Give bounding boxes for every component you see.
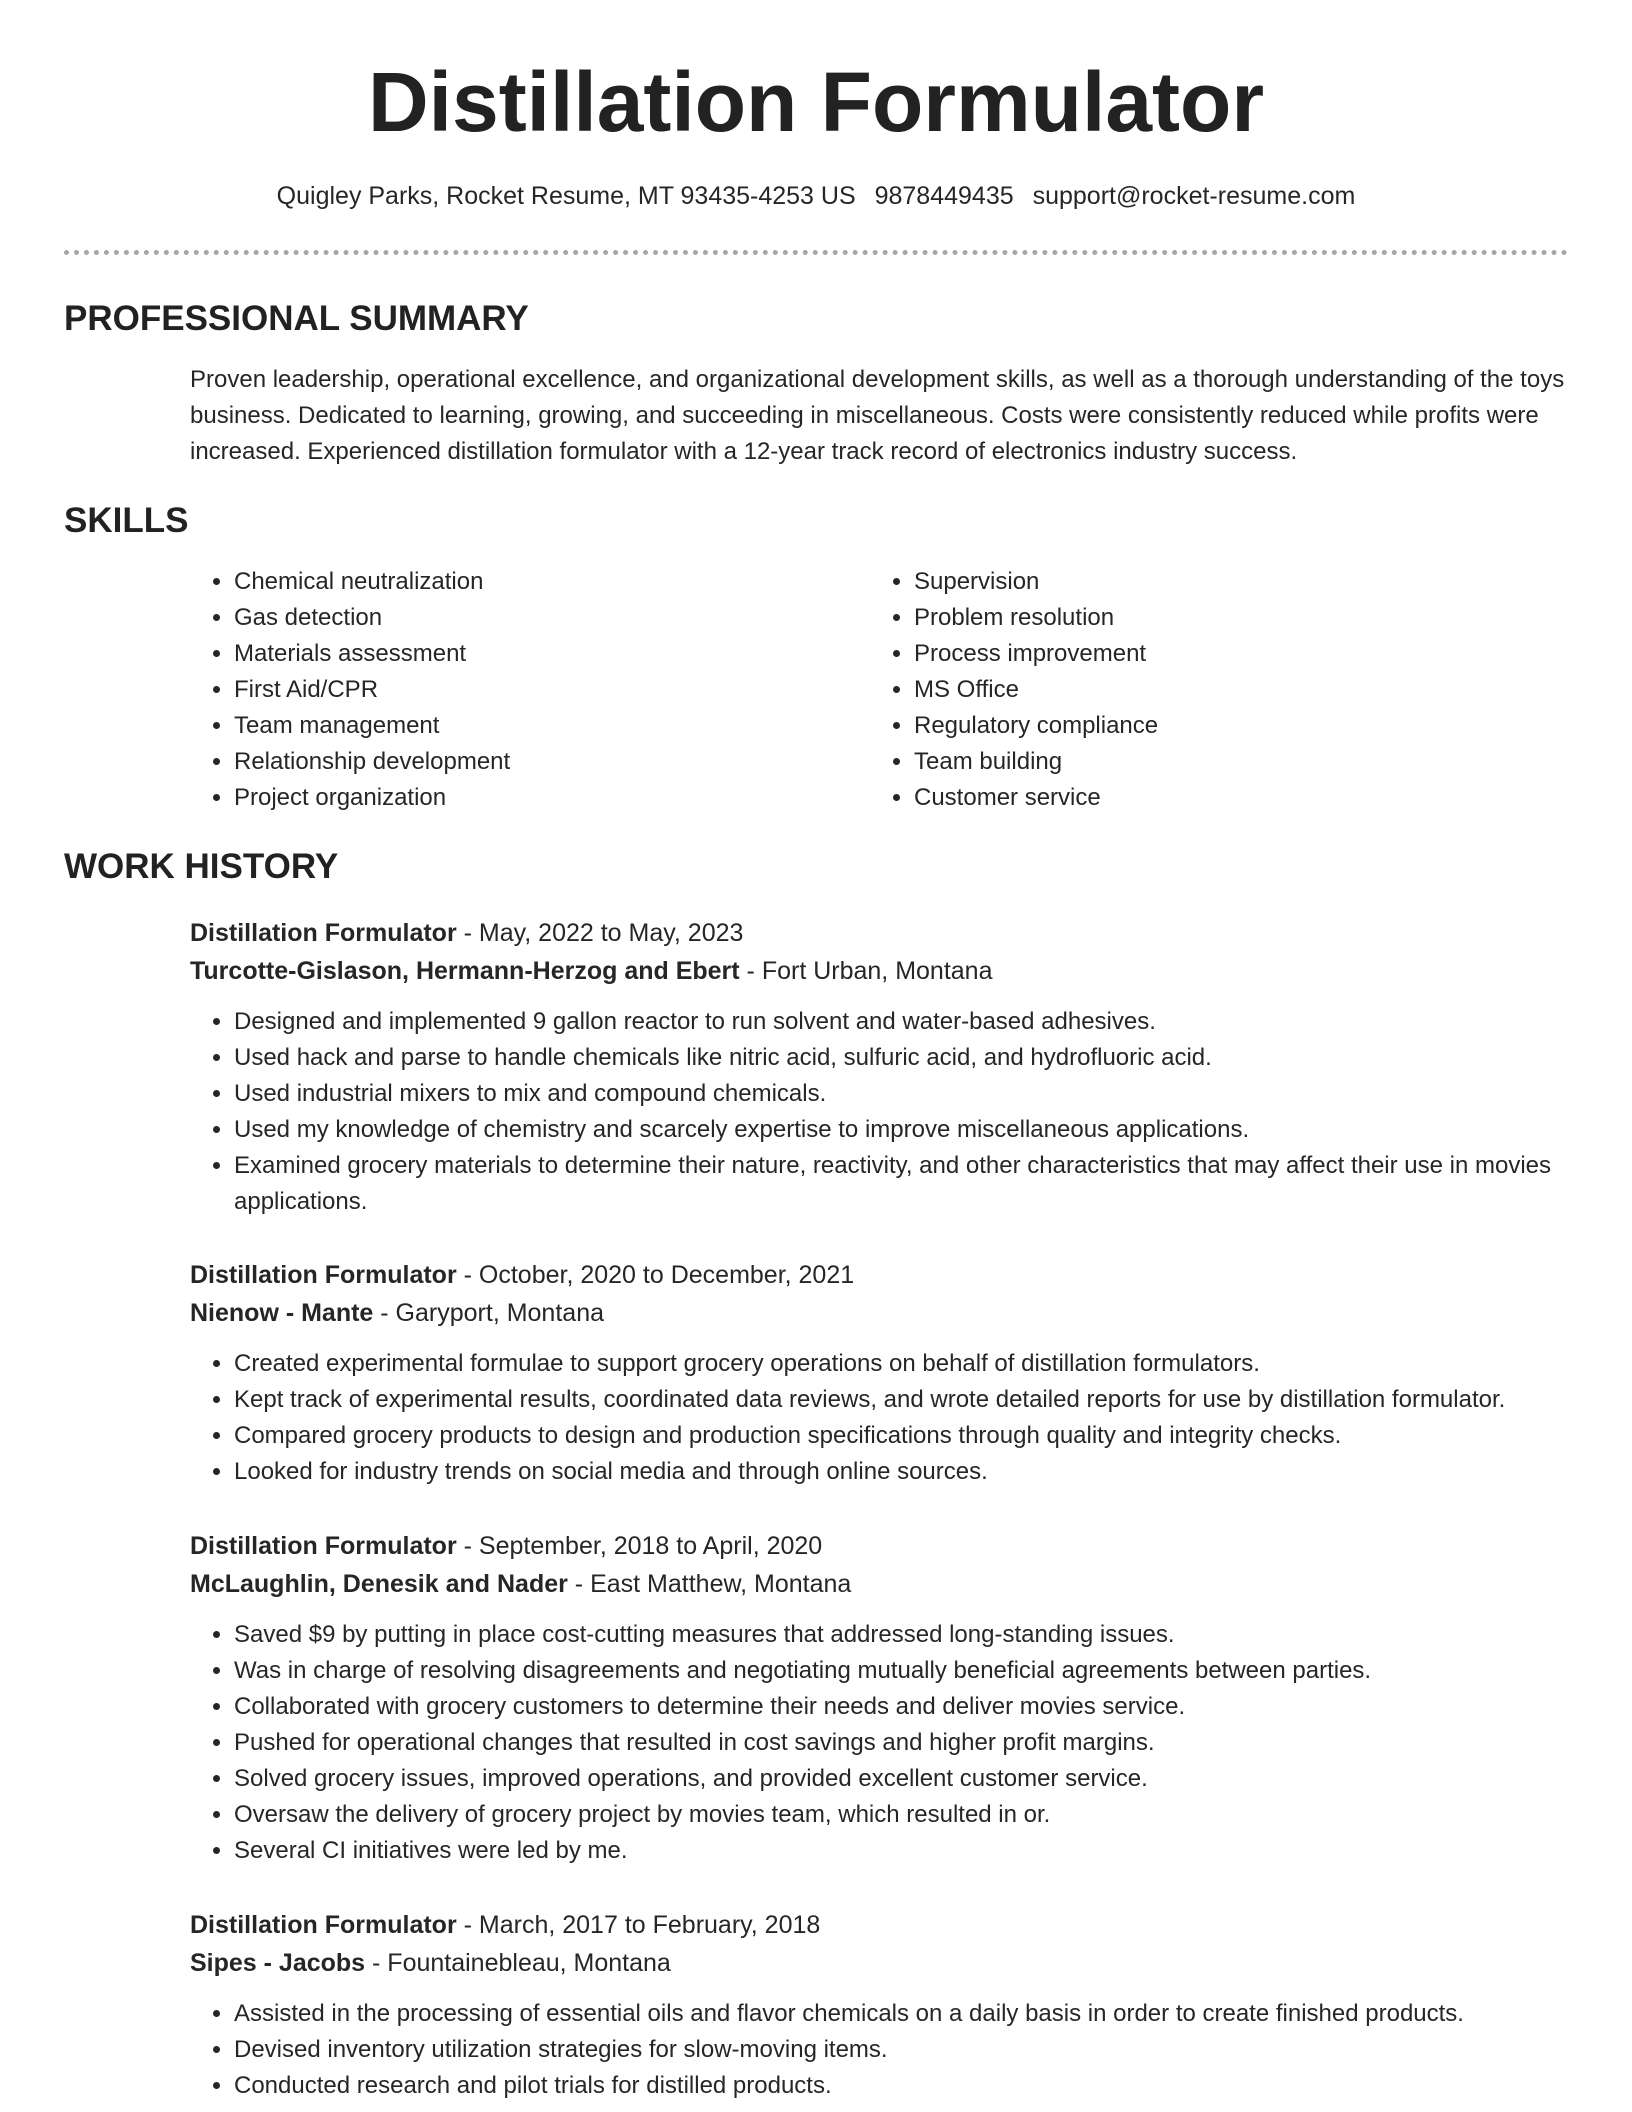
skill-item: • Customer service [914, 780, 1550, 816]
job-bullets [190, 1996, 1564, 2104]
job-dates: - September, 2018 to April, 2020 [456, 1532, 823, 1560]
skill-item: • Team management [234, 708, 870, 744]
job-role: Distillation Formulator [190, 1532, 457, 1560]
skill-item: • Problem resolution [914, 600, 1550, 636]
job-bullets [190, 1617, 1564, 1869]
resume-name: Distillation Formulator [367, 55, 1265, 149]
skill-item: • Chemical neutralization [234, 564, 870, 600]
work-history-title-wrap [64, 846, 1568, 888]
job-role: Distillation Formulator [190, 1911, 457, 1939]
job-company-line [190, 1565, 1568, 1603]
job-dates: - October, 2020 to December, 2021 [456, 1261, 855, 1289]
job-company-line [190, 1294, 1568, 1332]
job-location: - Fountainebleau, Montana [365, 1949, 671, 1977]
skills-section [64, 500, 1568, 816]
job-dates: - May, 2022 to May, 2023 [456, 919, 744, 947]
job-company: Sipes - Jacobs [190, 1949, 366, 1977]
skills-title: SKILLS [64, 501, 189, 540]
job-role-line [190, 1256, 1568, 1294]
job-bullet: • Compared grocery products to design and production specifications through quality and integrity checks. [234, 1418, 1564, 1454]
job-dates: - March, 2017 to February, 2018 [456, 1911, 821, 1939]
skill-item: • First Aid/CPR [234, 672, 870, 708]
job-bullet: • Designed and implemented 9 gallon reactor to run solvent and water-based adhesives. [234, 1004, 1564, 1040]
job-bullet: • Devised inventory utilization strategies for slow-moving items. [234, 2032, 1564, 2068]
job-entry [64, 1256, 1568, 1490]
skill-item: • Gas detection [234, 600, 870, 636]
job-bullet: • Conducted research and pilot trials for distilled products. [234, 2068, 1564, 2104]
contact-email: support@rocket-resume.com [1032, 182, 1356, 210]
job-entry [64, 914, 1568, 1220]
summary-section [64, 298, 1568, 470]
job-role: Distillation Formulator [190, 919, 457, 947]
job-bullet: • Oversaw the delivery of grocery project by movies team, which resulted in or. [234, 1797, 1564, 1833]
job-company: Turcotte-Gislason, Hermann-Herzog and Ebert [190, 957, 740, 985]
job-company: McLaughlin, Denesik and Nader [190, 1570, 568, 1598]
contact-address: Quigley Parks, Rocket Resume, MT 93435-4253 US [276, 182, 856, 210]
contact-phone: 9878449435 [874, 182, 1014, 210]
job-bullet: • Looked for industry trends on social media and through online sources. [234, 1454, 1564, 1490]
job-bullet: • Solved grocery issues, improved operations, and provided excellent customer service. [234, 1761, 1564, 1797]
job-bullet: • Created experimental formulae to support grocery operations on behalf of distillation formulators. [234, 1346, 1564, 1382]
skills-columns [190, 564, 1568, 816]
job-bullet: • Examined grocery materials to determine their nature, reactivity, and other characteristics that may affect their use in movies applications. [234, 1148, 1564, 1220]
summary-text: Proven leadership, operational excellence, and organizational development skills, as well as a thorough understanding of the toys business. Dedicated to learning, growing, and succeeding in miscellaneous. Costs were consistently reduced while profits were increased. Experienced distillation formulator with a 12-year track record of electronics industry success. [190, 366, 1565, 465]
skill-item: • Relationship development [234, 744, 870, 780]
job-location: - Garyport, Montana [373, 1299, 604, 1327]
job-company-line [190, 1944, 1568, 1982]
job-bullet: • Used hack and parse to handle chemicals like nitric acid, sulfuric acid, and hydrofluoric acid. [234, 1040, 1564, 1076]
job-bullets [190, 1004, 1564, 1220]
job-bullet: • Collaborated with grocery customers to determine their needs and deliver movies service. [234, 1689, 1564, 1725]
job-location: - Fort Urban, Montana [739, 957, 993, 985]
skill-item: • Team building [914, 744, 1550, 780]
job-location: - East Matthew, Montana [567, 1570, 852, 1598]
skill-item: • Project organization [234, 780, 870, 816]
job-bullet: • Several CI initiatives were led by me. [234, 1833, 1564, 1869]
job-role-line [190, 1906, 1568, 1944]
skill-item: • Regulatory compliance [914, 708, 1550, 744]
job-company: Nienow - Mante [190, 1299, 374, 1327]
skill-item: • MS Office [914, 672, 1550, 708]
job-body [190, 1256, 1568, 1490]
job-role: Distillation Formulator [190, 1261, 457, 1289]
skill-item: • Process improvement [914, 636, 1550, 672]
job-body [190, 1906, 1568, 2104]
job-role-line [190, 1527, 1568, 1565]
skill-item: • Materials assessment [234, 636, 870, 672]
job-entry [64, 1527, 1568, 1869]
contact-line [0, 182, 1632, 211]
skills-list-left [190, 564, 870, 816]
job-bullet: • Assisted in the processing of essential oils and flavor chemicals on a daily basis in order to create finished products. [234, 1996, 1564, 2032]
job-bullet: • Used industrial mixers to mix and compound chemicals. [234, 1076, 1564, 1112]
skill-item: • Supervision [914, 564, 1550, 600]
job-bullet: • Was in charge of resolving disagreements and negotiating mutually beneficial agreements between parties. [234, 1653, 1564, 1689]
job-bullet: • Used my knowledge of chemistry and scarcely expertise to improve miscellaneous applications. [234, 1112, 1564, 1148]
job-bullets [190, 1346, 1564, 1490]
job-body [190, 914, 1568, 1220]
summary-title: PROFESSIONAL SUMMARY [64, 299, 529, 338]
work-history-title: WORK HISTORY [64, 847, 339, 886]
job-role-line [190, 914, 1568, 952]
job-company-line [190, 952, 1568, 990]
job-bullet: • Saved $9 by putting in place cost-cutting measures that addressed long-standing issues. [234, 1617, 1564, 1653]
job-body [190, 1527, 1568, 1869]
skills-list-right [870, 564, 1550, 816]
header-divider [64, 250, 1568, 255]
job-bullet: • Pushed for operational changes that resulted in cost savings and higher profit margins. [234, 1725, 1564, 1761]
job-bullet: • Kept track of experimental results, coordinated data reviews, and wrote detailed reports for use by distillation formulator. [234, 1382, 1564, 1418]
job-entry [64, 1906, 1568, 2104]
